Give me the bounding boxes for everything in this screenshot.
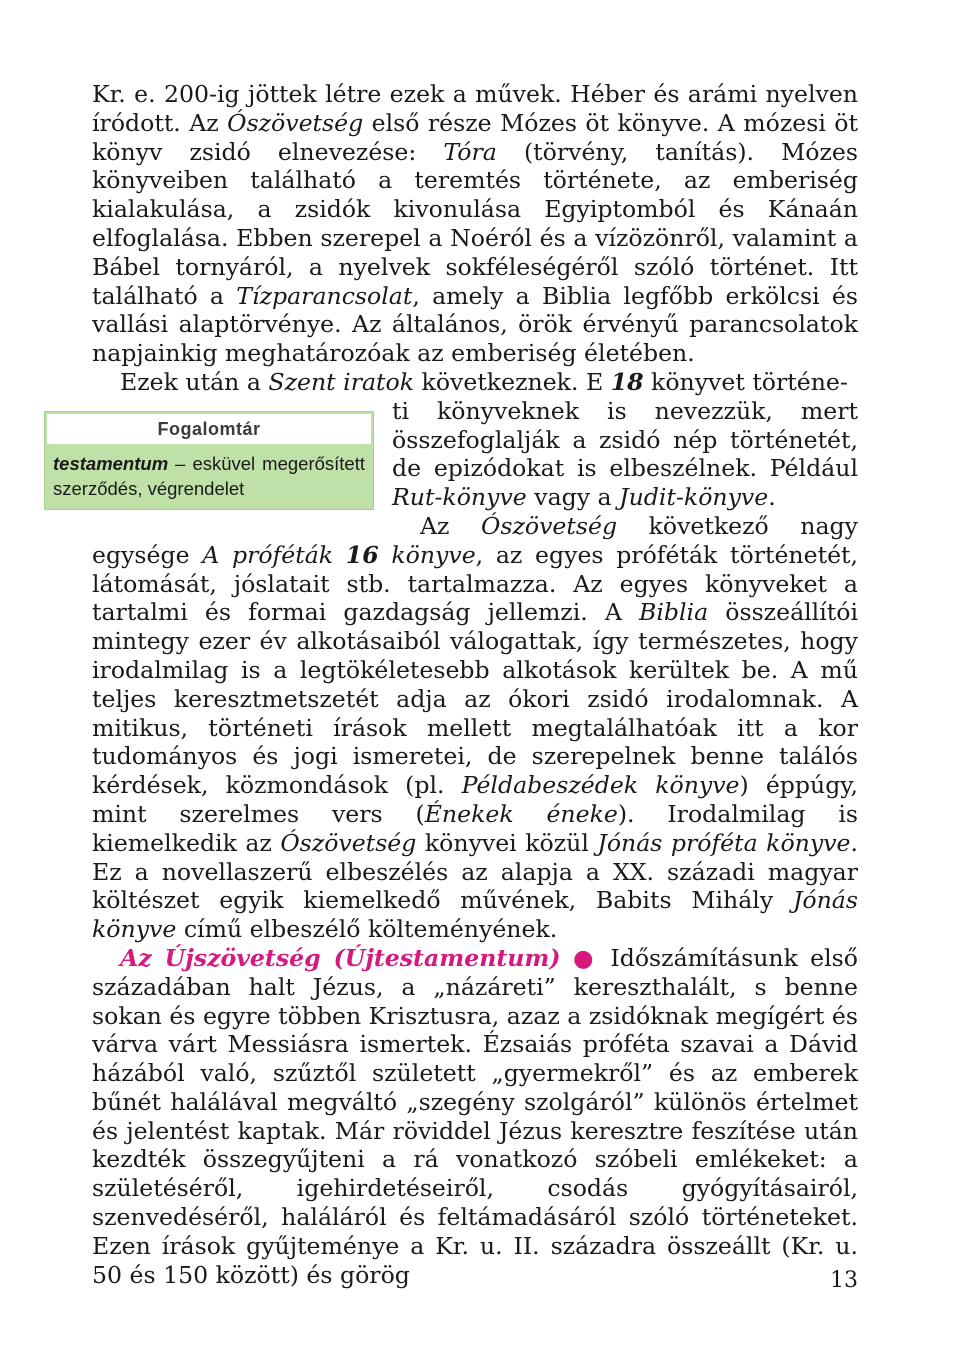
text: összeállítói mintegy ezer év alkotásaiból válogattak, így természetes, hogy irodalmilag is a legtökéletesebb alkotások kerültek be. A mű teljes keresztmetszetét adja az ókori zsidó irodalomnak. A mitikus, történeti írások mellett megtalálhatóak itt a kor tudományos és jogi ismeretei, de szerepelnek benne találós kérdések, közmondások (pl.: [92, 598, 859, 800]
text: ) éppúgy, mint szerelmes vers (: [92, 771, 858, 828]
section-heading: Az Újszövetség (Újtestamentum): [120, 943, 561, 972]
paragraph-torah: [92, 80, 858, 368]
text: .: [768, 483, 776, 512]
text: (törvény, tanítás). Mózes könyveiben található a teremtés története, az emberiség kialakulása, a zsidók kivonulása Egyiptomból és Kánaán elfoglalása. Ebben szerepel a Noéról és a vízözönről, valamint a Bábel tornyáról, a nyelvek sokféleségéről szóló történet. Itt található a: [92, 137, 858, 310]
text: első része Mózes öt könyve. A mózesi öt könyv zsidó elnevezése:: [92, 108, 858, 166]
italic-term: Ószövetség: [481, 511, 618, 540]
italic-term: Rut-könyve: [392, 483, 527, 512]
page-body: [53, 80, 859, 1289]
italic-term: Ószövetség: [280, 828, 417, 857]
text: , az egyes próféták történetét, látomását, jóslatait stb. tartalmazza. Az egyes könyveket a tartalmi és formai gazdagság jellemzi. A: [92, 540, 859, 627]
text: Ezek után a: [120, 367, 269, 396]
text: könyvei közül: [416, 828, 598, 857]
bullet-icon: ●: [572, 943, 599, 972]
text: könyvet történe-: [643, 367, 848, 396]
italic-term: A próféták: [202, 540, 334, 569]
italic-term: Jónás könyve: [92, 886, 858, 944]
italic-term: Példabeszédek könyve: [461, 771, 740, 800]
italic-term: Ószövetség: [227, 108, 364, 137]
glossary-definition: – esküvel megerősített szerződés, végrendelet: [53, 452, 365, 499]
bold-number: 16: [345, 540, 379, 569]
text: Az: [420, 511, 482, 540]
italic-term: Szent iratok: [268, 367, 415, 396]
italic-term: Jónás próféta könyve: [597, 828, 851, 857]
italic-term: Tóra: [443, 137, 497, 166]
glossary-entry: [45, 446, 373, 509]
text: című elbeszélő költeményének.: [176, 915, 558, 944]
paragraph-prophets: [92, 512, 858, 944]
glossary-box: [44, 411, 374, 510]
text: Kr. e. 200-ig jöttek létre ezek a művek. Héber és arámi nyelven íródott. Az: [92, 80, 858, 137]
text: következnek. E: [414, 367, 611, 396]
italic-term: Judit-könyve: [619, 483, 769, 512]
text: ). Irodalmilag is kiemelkedik az: [92, 799, 858, 857]
italic-term: Énekek éneke: [424, 799, 618, 828]
text: , amely a Biblia legfőbb erkölcsi és vallási alaptörvénye. Az általános, örök érvényű parancsolatok napjainkig meghatározóak az emberiség életében.: [92, 281, 858, 368]
glossary-term: testamentum: [53, 452, 169, 474]
text: ti könyveknek is nevezzük, mert összefoglalják a zsidó nép történetét, de epizódokat is elbeszélnek. Például: [392, 396, 858, 483]
glossary-title: Fogalomtár: [47, 414, 371, 444]
italic-term: Biblia: [639, 598, 709, 627]
paragraph-new-testament: [92, 944, 858, 1290]
text: következő nagy egysége: [92, 511, 858, 569]
italic-term: könyve: [391, 540, 476, 569]
text: Időszámításunk első századában halt Jézus, a „názáreti” kereszthalált, s benne sokan és egyre többen Krisztusra, azaz a zsidóknak megígért és várva várt Messiásra ismertek. Ézsaiás próféta szavai a Dávid házából való, szűztől született „gyermekről” és az emberek bűnét halálával megváltó „szegény szolgáról” különös értelmet és jelentést kaptak. Már röviddel Jézus keresztre feszítése után kezdték összegyűjteni a rá vonatkozó szóbeli emlékeket: a születéséről, igehirdetéseiről, csodás gyógyításairól, szenvedéséről, haláláról és feltámadásáról szóló történeteket. Ezen írások gyűjteménye a Kr. u. II. századra összeállt (Kr. u. 50 és 150 között) és görög: [92, 943, 858, 1289]
italic-term: Tízparancsolat: [236, 281, 413, 310]
text: . Ez a novellaszerű elbeszélés az alapja a XX. századi magyar költészet egyik kiemelkedő művének, Babits Mihály: [92, 828, 858, 915]
paragraph-historical-books: [92, 368, 858, 397]
bold-number: 18: [610, 367, 644, 396]
page-number: 13: [830, 1268, 858, 1293]
text: vagy a: [526, 483, 620, 512]
